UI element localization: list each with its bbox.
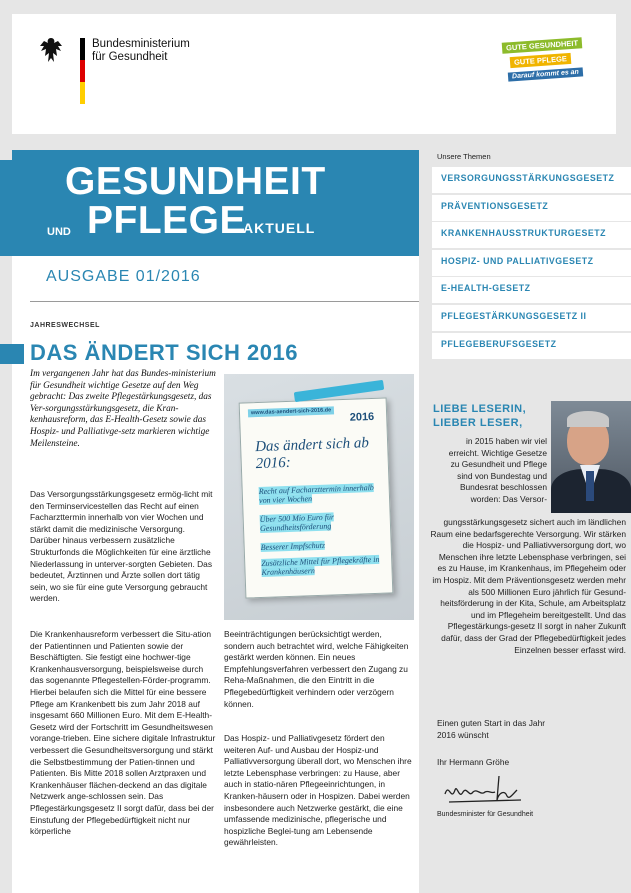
ministry-line2: für Gesundheit bbox=[92, 51, 168, 63]
signer-title: Bundesminister für Gesundheit bbox=[437, 811, 534, 818]
article-paragraph-2: Die Krankenhausreform verbessert die Situ-ation der Patientinnen und Patienten sowie der Beschäftigten. Sie festigt eine hochwer-tige Krankenhausversorgung, beispielsweise durch das sogenannte Pflegestellen-Förder-programm. Hierbei belaufen sich die Mittel für eine bessere Pflege am Krankenbett bis zum Jahr 2018 auf insgesamt 660 Millionen Euro. Mit dem E-Health-Gesetz wird der Fortschritt im Gesundheitswesen vorange-trieben. Eine sichere digitale Infrastruktur verbessert die Gesundheitsversorgung und stärkt die Selbstbestimmung der Patien-tinnen und Patienten. Bis Mitte 2018 sollen Arztpraxen und Krankenhäuser flächen-deckend an das digitale Netzwerk ange-schlossen sein. Das Pflegestärkungsgesetz II sorgt dafür, dass bei der Einstufung der Pflegebedürftigkeit nicht nur körperliche bbox=[30, 629, 216, 837]
masthead-und: UND bbox=[47, 226, 71, 238]
article-paragraph-1: Das Versorgungsstärkungsgesetz ermög-licht mit den Terminservicestellen das Recht auf einen Facharzttermin innerhalb von vier Wochen und stärkt damit die medizinische Versorgung. Darüber hinaus verbessern zusätzliche Strukturfonds die Möglichkeiten für eine ärztliche Niederlassung in unterver-sorgten Gebieten. Das bedeutet, Ärztinnen und Ärzte sollen dort tätig sein, wo sie für eine gute Versorgung gebraucht werden. bbox=[30, 489, 213, 604]
themes-label: Unsere Themen bbox=[437, 152, 491, 161]
theme-link[interactable]: PFLEGEBERUFSGESETZ bbox=[432, 333, 631, 359]
themes-list bbox=[432, 167, 631, 360]
article-kicker: JAHRESWECHSEL bbox=[30, 322, 100, 329]
issue-number: AUSGABE 01/2016 bbox=[46, 268, 201, 285]
article-headline: DAS ÄNDERT SICH 2016 bbox=[30, 340, 298, 365]
letter-text-body: gungsstärkungsgesetz sichert auch im ländlichen Raum eine bedarfsgerechte Versorgung. Wir stärken die Hospiz- und Palliativversorgung dort, wo Menschen ihre letzte Lebensphase verbringen, sei es zu Hause, im Krankenhaus, im Pflegeheim oder im Hospiz. Mit dem Präventionsgesetz werden mehr als 500 Millionen Euro jährlich für Gesund-heitsförderung in der Kita, Schule, am Arbeitsplatz und im Pflegeheim bereitgestellt. Und das Pflegestärkungs-gesetz II sorgt in naher Zukunft dafür, dass der Grad der Pflegebedürftigkeit jedes Einzelnen besser erfasst wird. bbox=[430, 517, 626, 655]
campaign-logo bbox=[500, 38, 600, 88]
logo-line1: GUTE GESUNDHEIT bbox=[502, 37, 583, 54]
article-intro: Im vergangenen Jahr hat das Bundes-ministerium für Gesundheit wichtige Gesetze auf den Weg gebracht: Das zweite Pflegestärkungsgesetz, das Ver-sorgungsstärkungsgesetz, die Kran-kenhausreform, das E-Health-Gesetz sowie das Hospiz- und Palliativge-setz markieren wichtige Meilensteine. bbox=[30, 369, 216, 449]
ministry-name bbox=[92, 38, 190, 64]
calendar-item: Über 500 Mio Euro für Gesundheitsförderung bbox=[259, 512, 335, 533]
issue-divider bbox=[30, 301, 419, 302]
calendar-title: Das ändert sich ab 2016: bbox=[254, 435, 370, 473]
minister-portrait bbox=[551, 401, 631, 513]
masthead-title-line2: PFLEGE bbox=[87, 199, 247, 242]
letter-salutation bbox=[433, 402, 526, 430]
masthead-title-line1: GESUNDHEIT bbox=[65, 160, 326, 203]
letter-author: Ihr Hermann Gröhe bbox=[437, 757, 510, 767]
letter-closing: Einen guten Start in das Jahr 2016 wünscht bbox=[437, 718, 546, 740]
salutation-line1: LIEBE LESERIN, bbox=[433, 403, 527, 415]
federal-eagle-icon bbox=[38, 36, 64, 66]
logo-line3: Darauf kommt es an bbox=[508, 67, 583, 81]
portrait-hair bbox=[567, 411, 609, 427]
theme-link[interactable]: KRANKENHAUSSTRUKTURGESETZ bbox=[432, 222, 631, 248]
ministry-line1: Bundesministerium bbox=[92, 38, 190, 50]
headline-marker bbox=[0, 344, 24, 364]
theme-link[interactable]: PRÄVENTIONSGESETZ bbox=[432, 195, 631, 221]
salutation-line2: LIEBER LESER, bbox=[433, 417, 523, 429]
calendar-year: 2016 bbox=[349, 410, 375, 424]
theme-link[interactable]: HOSPIZ- UND PALLIATIVGESETZ bbox=[432, 250, 631, 276]
logo-line2: GUTE PFLEGE bbox=[510, 53, 572, 68]
calendar-page bbox=[239, 397, 394, 598]
article-paragraph-4: Das Hospiz- und Palliativgesetz fördert den weiteren Auf- und Ausbau der Hospiz-und Palliativversorgung überall dort, wo Menschen ihre letzte Lebensphase verbringen: zu Hause, aber auch in statio-nären Pflegeeinrichtungen, in Kranken-häusern oder in Hospizen. Dabei werden insbesondere auch Netzwerke gestärkt, die eine umfassende medizinische, pflegerische und hospizliche Beglei-tung am Lebensende gewährleisten. bbox=[224, 733, 412, 848]
masthead-aktuell: AKTUELL bbox=[243, 220, 316, 236]
signature-icon bbox=[441, 772, 531, 808]
portrait-tie bbox=[586, 471, 594, 501]
calendar-item: Recht auf Facharzttermin innerhalb von vier Wochen bbox=[258, 482, 374, 505]
theme-link[interactable]: VERSORGUNGSSTÄRKUNGSGESETZ bbox=[432, 167, 631, 193]
article-photo bbox=[224, 374, 414, 620]
german-flag-bar bbox=[80, 38, 85, 104]
article-paragraph-3: Beeinträchtigungen berücksichtigt werden, sondern auch betrachtet wird, welche Fähigkeiten gestärkt werden können. Ein neues Empfehlungsverfahren verbessert den Zugang zu Reha-Maßnahmen, die den Eintritt in die Pflegebedürftigkeit verhindern oder verzögern können. bbox=[224, 629, 409, 709]
theme-link[interactable]: PFLEGESTÄRKUNGSGESETZ II bbox=[432, 305, 631, 331]
masthead-accent bbox=[0, 160, 24, 256]
calendar-url: www.das-aendert-sich-2016.de bbox=[248, 406, 334, 417]
calendar-item: Besserer Impfschutz bbox=[260, 540, 326, 552]
calendar-item: Zusätzliche Mittel für Pflegekräfte in Krankenhäusern bbox=[261, 554, 380, 577]
letter-text-top: in 2015 haben wir viel erreicht. Wichtige Gesetze zu Gesundheit und Pflege sind von Bundestag und Bundesrat beschlossen worden: Das Versor- bbox=[448, 436, 547, 504]
page-header bbox=[12, 14, 616, 134]
theme-link[interactable]: E-HEALTH-GESETZ bbox=[432, 277, 631, 303]
